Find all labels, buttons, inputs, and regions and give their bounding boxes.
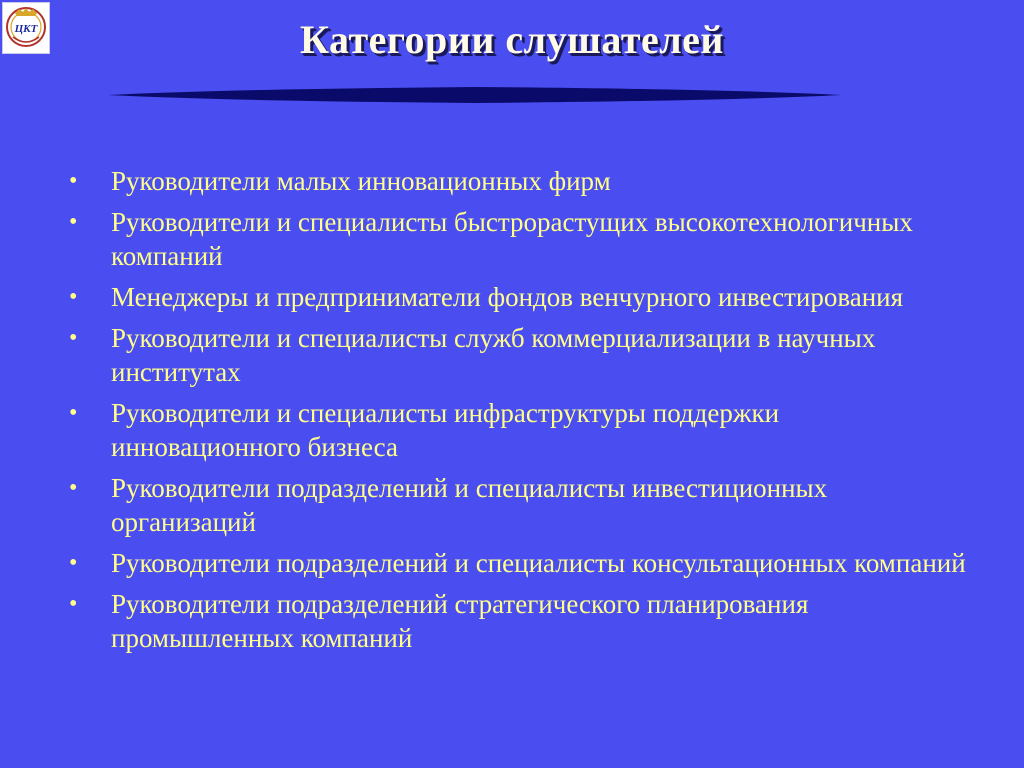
bullet-text: Руководители и специалисты инфраструктуры поддержки инновационного бизнеса [111, 398, 780, 462]
bullet-dot-icon: • [69, 209, 78, 235]
bullet-item [66, 587, 966, 655]
bullet-dot-icon: • [69, 284, 78, 310]
bullet-text: Руководители подразделений стратегического планирования промышленных компаний [111, 589, 809, 653]
bullet-item [66, 280, 966, 314]
bullet-dot-icon: • [69, 475, 78, 501]
bullet-item [66, 471, 966, 539]
page-title: Категории слушателей [300, 17, 724, 62]
bullet-dot-icon: • [69, 400, 78, 426]
title-divider [108, 84, 842, 106]
bullet-text: Руководители подразделений и специалисты инвестиционных организаций [111, 473, 828, 537]
bullet-dot-icon: • [69, 325, 78, 351]
bullet-text: Руководители и специалисты служб коммерциализации в научных институтах [111, 323, 876, 387]
bullet-item [66, 546, 966, 580]
bullet-text: Менеджеры и предприниматели фондов венчурного инвестирования [111, 282, 904, 312]
bullet-dot-icon: • [69, 550, 78, 576]
bullet-dot-icon: • [69, 168, 78, 194]
bullet-text: Руководители малых инновационных фирм [111, 166, 611, 196]
bullet-text: Руководители подразделений и специалисты консультационных компаний [111, 548, 966, 578]
bullet-item [66, 321, 966, 389]
bullet-item [66, 205, 966, 273]
logo-text: ЦКТ [14, 23, 38, 35]
bullet-text: Руководители и специалисты быстрорастущих высокотехнологичных компаний [111, 207, 913, 271]
bullet-dot-icon: • [69, 591, 78, 617]
bullet-item [66, 164, 966, 198]
bullet-item [66, 396, 966, 464]
bullet-list [66, 164, 966, 662]
